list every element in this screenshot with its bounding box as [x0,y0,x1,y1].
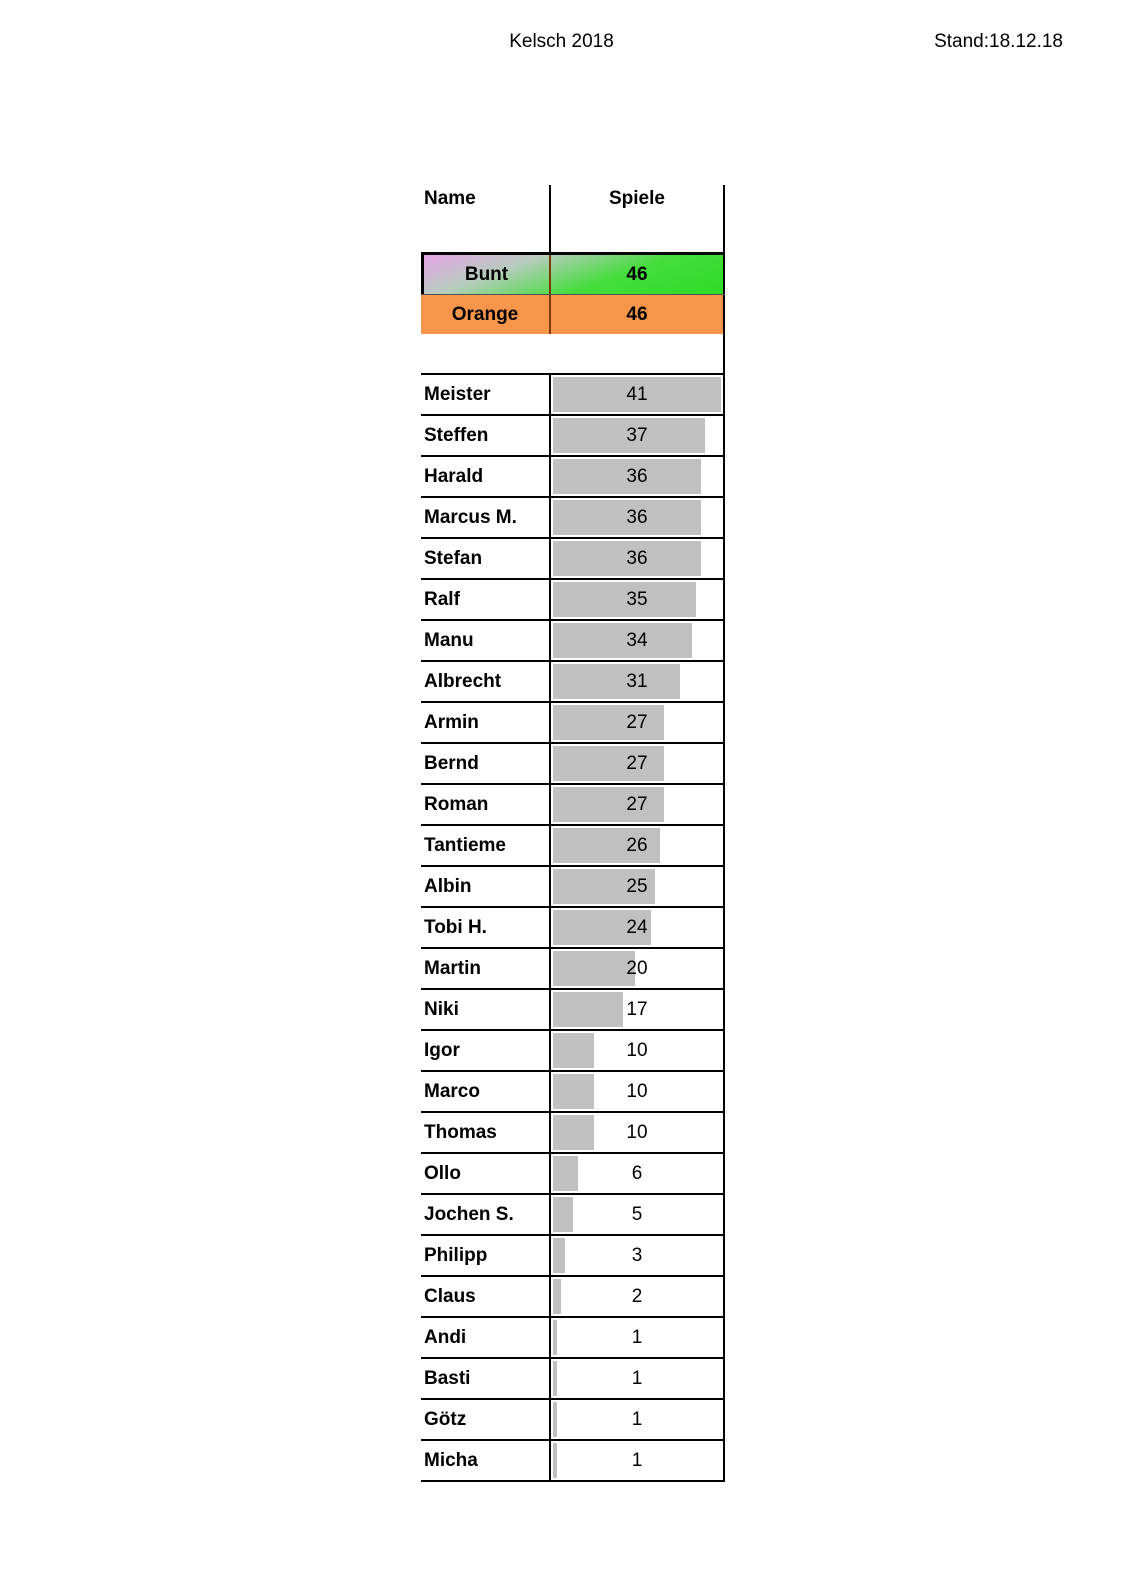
player-games-cell [551,621,725,660]
player-games-cell [551,1113,725,1152]
table-row [421,375,725,416]
player-games: 3 [631,1244,643,1266]
table-row [421,1318,725,1359]
player-games-cell [551,375,725,414]
games-bar [553,582,696,617]
games-bar [553,1033,594,1068]
table-row [421,539,725,580]
player-name: Claus [421,1277,551,1316]
table-row [421,1277,725,1318]
games-bar [553,992,623,1027]
player-games-cell [551,990,725,1029]
player-games: 1 [631,1449,643,1471]
player-games-cell [551,457,725,496]
games-bar [553,1238,565,1273]
player-games: 10 [626,1039,648,1061]
table-row [421,1441,725,1482]
player-games-cell [551,703,725,742]
player-name: Niki [421,990,551,1029]
team-name: Orange [421,295,551,334]
table-row [421,990,725,1031]
player-games: 20 [626,957,648,979]
player-name: Ralf [421,580,551,619]
player-name: Meister [421,375,551,414]
table-row [421,1113,725,1154]
player-name: Micha [421,1441,551,1480]
games-bar [553,1320,557,1355]
player-games-cell [551,1318,725,1357]
player-games: 24 [626,916,648,938]
team-games: 46 [551,255,725,294]
player-games-cell [551,785,725,824]
table-row [421,498,725,539]
player-name: Albin [421,867,551,906]
games-bar [553,951,635,986]
player-name: Marco [421,1072,551,1111]
player-games-cell [551,867,725,906]
player-name: Armin [421,703,551,742]
spacer-row [421,334,725,375]
player-games-cell [551,1400,725,1439]
table-row [421,1400,725,1441]
table-row [421,1072,725,1113]
table-row [421,1195,725,1236]
table-row [421,621,725,662]
player-games: 34 [626,629,648,651]
player-games: 36 [626,547,648,569]
player-name: Philipp [421,1236,551,1275]
player-games-cell [551,1195,725,1234]
table-row [421,867,725,908]
player-games: 35 [626,588,648,610]
player-name: Tobi H. [421,908,551,947]
player-games-cell [551,744,725,783]
player-name: Thomas [421,1113,551,1152]
games-bar [553,664,680,699]
player-games-cell [551,826,725,865]
team-row-orange [421,295,725,334]
table-row [421,908,725,949]
player-games: 1 [631,1408,643,1430]
player-games-cell [551,1236,725,1275]
player-games: 1 [631,1367,643,1389]
games-bar [553,1074,594,1109]
table-row [421,1236,725,1277]
player-games-cell [551,1072,725,1111]
player-games: 2 [631,1285,643,1307]
table-header-row [421,185,725,255]
player-name: Götz [421,1400,551,1439]
player-games: 36 [626,465,648,487]
player-games: 25 [626,875,648,897]
spacer-value-cell [551,334,725,373]
page-title: Kelsch 2018 [509,31,614,52]
stand-date-value: 18.12.18 [989,31,1063,52]
games-bar [553,1197,573,1232]
table-row [421,662,725,703]
player-games: 10 [626,1080,648,1102]
table-row [421,826,725,867]
player-games: 37 [626,424,648,446]
player-games: 10 [626,1121,648,1143]
player-games-cell [551,1441,725,1480]
player-games-cell [551,1154,725,1193]
player-name: Basti [421,1359,551,1398]
games-table [421,185,725,1482]
player-games-cell [551,1031,725,1070]
player-games: 31 [626,670,648,692]
games-bar [553,1279,561,1314]
player-games: 17 [626,998,648,1020]
table-row [421,744,725,785]
games-bar [553,1361,557,1396]
player-name: Albrecht [421,662,551,701]
stand-label: Stand: [934,31,990,52]
player-name: Roman [421,785,551,824]
team-games: 46 [551,295,725,334]
player-games: 6 [631,1162,643,1184]
player-name: Manu [421,621,551,660]
player-games-cell [551,498,725,537]
player-games: 36 [626,506,648,528]
games-bar [553,1443,557,1478]
column-header-name: Name [421,185,551,252]
games-bar [553,1402,557,1437]
player-name: Ollo [421,1154,551,1193]
player-games: 1 [631,1326,643,1348]
player-games: 27 [626,793,648,815]
player-name: Jochen S. [421,1195,551,1234]
team-row-bunt [421,255,725,295]
table-row [421,416,725,457]
player-games-cell [551,416,725,455]
player-name: Andi [421,1318,551,1357]
table-row [421,1359,725,1400]
table-row [421,1154,725,1195]
player-name: Stefan [421,539,551,578]
player-games-cell [551,539,725,578]
table-row [421,785,725,826]
player-games-cell [551,662,725,701]
player-games: 26 [626,834,648,856]
player-name: Igor [421,1031,551,1070]
player-name: Tantieme [421,826,551,865]
player-games: 27 [626,711,648,733]
player-name: Steffen [421,416,551,455]
player-name: Martin [421,949,551,988]
team-name: Bunt [421,255,551,294]
player-games: 41 [626,383,648,405]
player-games-cell [551,1277,725,1316]
table-row [421,1031,725,1072]
games-bar [553,1156,578,1191]
player-games-cell [551,908,725,947]
table-row [421,703,725,744]
spacer-name-cell [421,334,551,373]
player-games-cell [551,580,725,619]
player-games: 5 [631,1203,643,1225]
player-games-cell [551,1359,725,1398]
player-games: 27 [626,752,648,774]
player-name: Bernd [421,744,551,783]
player-name: Harald [421,457,551,496]
games-bar [553,623,692,658]
table-row [421,949,725,990]
table-row [421,457,725,498]
stand-date [934,31,1063,53]
player-name: Marcus M. [421,498,551,537]
player-games-cell [551,949,725,988]
column-header-games: Spiele [551,185,725,252]
player-list [421,375,725,1482]
table-row [421,580,725,621]
games-bar [553,1115,594,1150]
